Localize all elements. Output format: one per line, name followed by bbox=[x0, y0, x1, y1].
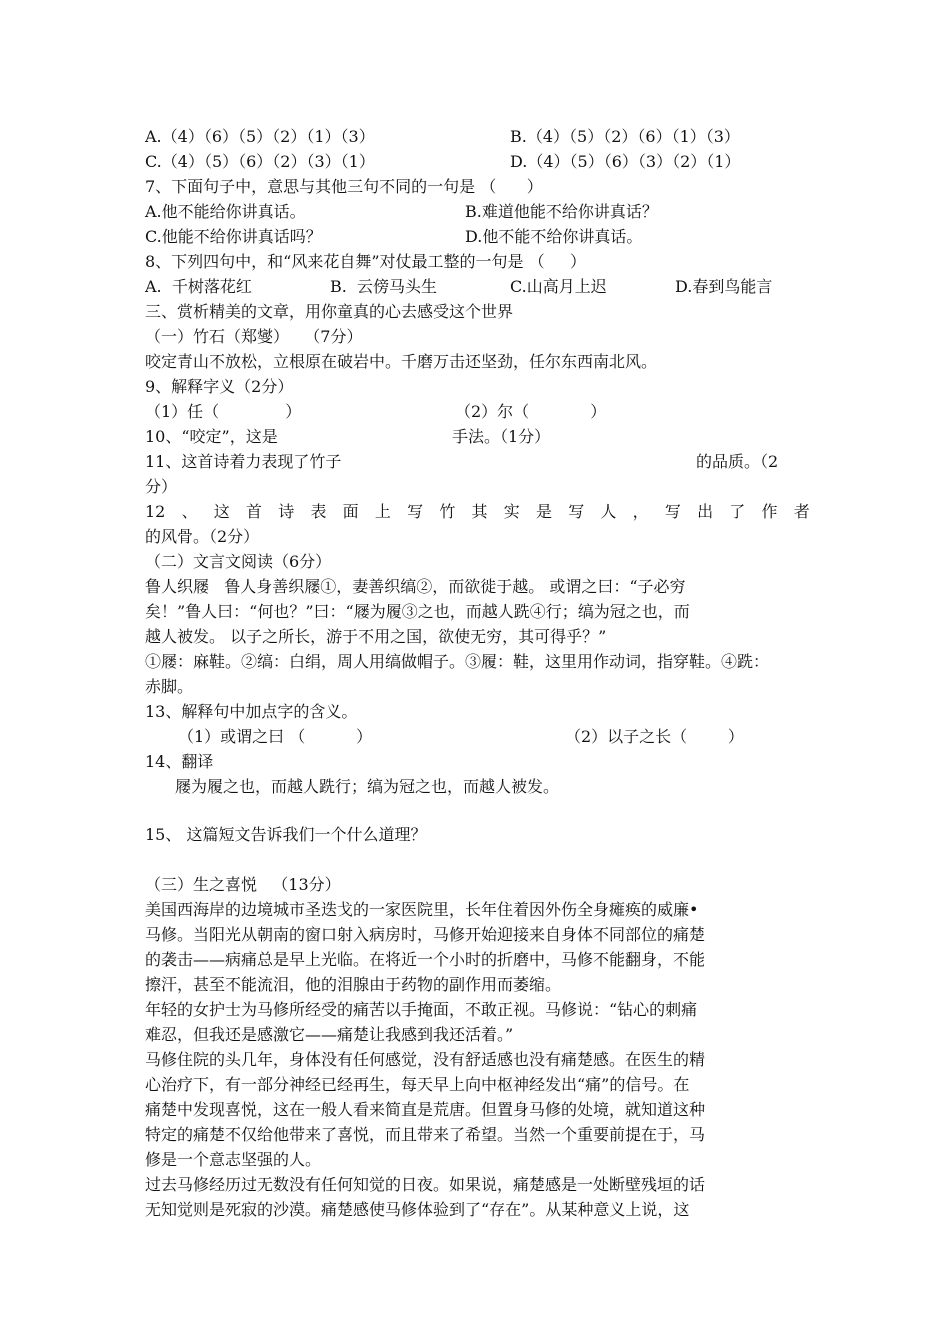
passage-line-3: 的袭击——病痛总是早上光临。在将近一个小时的折磨中，马修不能翻身，不能 bbox=[145, 950, 706, 969]
classical-text-line-1: 鲁人织屦 鲁人身善织屦①，妻善织缟②，而欲徙于越。 或谓之曰：“子必穷 bbox=[145, 577, 686, 596]
q12-char: 实 bbox=[503, 502, 520, 521]
q8-option-c: C.山高月上迟 bbox=[510, 277, 607, 296]
passage-line-8: 心治疗下，有一部分神经已经再生，每天早上向中枢神经发出“痛”的信号。在 bbox=[145, 1075, 690, 1094]
q8-option-d: D.春到鸟能言 bbox=[675, 277, 773, 296]
passage-line-2: 马修。当阳光从朝南的窗口射入病房时，马修开始迎接来自身体不同部位的痛楚 bbox=[145, 925, 706, 944]
q12-char: 面 bbox=[342, 502, 359, 521]
q12-char: 竹 bbox=[439, 502, 456, 521]
q12-char: 写 bbox=[407, 502, 424, 521]
q12-char: 写 bbox=[664, 502, 681, 521]
q9-item-1: （1）任（ ） bbox=[145, 402, 302, 421]
q11-part-a: 11、这首诗着力表现了竹子 bbox=[145, 452, 342, 471]
q8-option-b: B. 云傍马头生 bbox=[330, 277, 438, 296]
q12-char: 12 bbox=[145, 502, 166, 521]
q6-option-a: A.（4）（6）（5）（2）（1）（3） bbox=[145, 127, 375, 146]
q12-char: 诗 bbox=[278, 502, 295, 521]
passage-line-13: 无知觉则是死寂的沙漠。痛楚感使马修体验到了“存在”。从某种意义上说，这 bbox=[145, 1200, 690, 1219]
q12-char: 人 bbox=[600, 502, 617, 521]
q13-item-2: （2）以子之长（ ） bbox=[565, 727, 744, 746]
classical-text-line-2: 矣！”鲁人曰：“何也？”曰：“屦为履③之也，而越人跣④行；缟为冠之也，而 bbox=[145, 602, 690, 621]
part1-title: （一）竹石（郑燮） （7分） bbox=[145, 327, 363, 346]
q8-stem: 8、下列四句中，和“风来花自舞”对仗最工整的一句是 （ ） bbox=[145, 252, 587, 271]
q6-option-b: B.（4）（5）（2）（6）（1）（3） bbox=[510, 127, 740, 146]
q12-line-1 bbox=[145, 499, 810, 524]
q11-part-c: 分） bbox=[145, 477, 178, 496]
q12-char: 作 bbox=[761, 502, 778, 521]
q11-part-b: 的品质。（2 bbox=[696, 452, 779, 471]
q12-char: 上 bbox=[374, 502, 391, 521]
notes-line-2: 赤脚。 bbox=[145, 677, 194, 696]
q7-option-a: A.他不能给你讲真话。 bbox=[145, 202, 306, 221]
q12-char: 是 bbox=[535, 502, 552, 521]
q12-char: 首 bbox=[246, 502, 263, 521]
poem-text: 咬定青山不放松，立根原在破岩中。千磨万击还坚劲，任尔东西南北风。 bbox=[145, 352, 658, 371]
classical-text-line-3: 越人被发。 以子之所长，游于不用之国，欲使无穷，其可得乎？” bbox=[145, 627, 607, 646]
passage-line-12: 过去马修经历过无数没有任何知觉的日夜。如果说，痛楚感是一处断壁残垣的话 bbox=[145, 1175, 706, 1194]
q12-char: 、 bbox=[181, 502, 198, 521]
q12-char: 出 bbox=[697, 502, 714, 521]
q13-item-1: （1）或谓之曰 （ ） bbox=[178, 727, 373, 746]
passage-line-4: 擦汗，甚至不能流泪，他的泪腺由于药物的副作用而萎缩。 bbox=[145, 975, 562, 994]
q12-char: 者 bbox=[793, 502, 810, 521]
notes-line-1: ①屦：麻鞋。②缟：白绢，周人用缟做帽子。③履：鞋，这里用作动词，指穿鞋。④跣： bbox=[145, 652, 770, 671]
q14-text: 屦为履之也，而越人跣行；缟为冠之也，而越人被发。 bbox=[175, 777, 560, 796]
q7-stem: 7、下面句子中，意思与其他三句不同的一句是 （ ） bbox=[145, 177, 543, 196]
passage-line-9: 痛楚中发现喜悦，这在一般人看来简直是荒唐。但置身马修的处境，就知道这种 bbox=[145, 1100, 706, 1119]
q7-option-c: C.他能不给你讲真话吗？ bbox=[145, 227, 322, 246]
q9-item-2: （2）尔（ ） bbox=[455, 402, 607, 421]
part3-title: （三）生之喜悦 （13分） bbox=[145, 875, 341, 894]
q10-part-b: 手法。（1分） bbox=[452, 427, 551, 446]
passage-line-11: 修是一个意志坚强的人。 bbox=[145, 1150, 322, 1169]
q6-option-c: C.（4）（5）（6）（2）（3）（1） bbox=[145, 152, 375, 171]
q15-stem: 15、 这篇短文告诉我们一个什么道理？ bbox=[145, 825, 427, 844]
passage-line-1: 美国西海岸的边境城市圣迭戈的一家医院里，长年住着因外伤全身瘫痪的威廉• bbox=[145, 900, 699, 919]
q12-char: 这 bbox=[213, 502, 230, 521]
passage-line-7: 马修住院的头几年，身体没有任何感觉，没有舒适感也没有痛楚感。在医生的精 bbox=[145, 1050, 706, 1069]
passage-line-5: 年轻的女护士为马修所经受的痛苦以手掩面，不敢正视。马修说：“钻心的刺痛 bbox=[145, 1000, 698, 1019]
q7-option-b: B.难道他能不给你讲真话？ bbox=[465, 202, 658, 221]
q12-char: 了 bbox=[729, 502, 746, 521]
q12-char: 其 bbox=[471, 502, 488, 521]
passage-line-10: 特定的痛楚不仅给他带来了喜悦，而且带来了希望。当然一个重要前提在于，马 bbox=[145, 1125, 706, 1144]
q14-stem: 14、翻译 bbox=[145, 752, 214, 771]
q12-char: 写 bbox=[568, 502, 585, 521]
q12-char: 表 bbox=[310, 502, 327, 521]
q12-line-2: 的风骨。（2分） bbox=[145, 527, 260, 546]
passage-line-6: 难忍，但我还是感激它——痛楚让我感到我还活着。” bbox=[145, 1025, 514, 1044]
q10-part-a: 10、“咬定”，这是 bbox=[145, 427, 278, 446]
q7-option-d: D.他不能不给你讲真话。 bbox=[465, 227, 643, 246]
q8-option-a: A. 千树落花红 bbox=[145, 277, 252, 296]
q9-stem: 9、解释字义（2分） bbox=[145, 377, 294, 396]
part2-title: （二）文言文阅读（6分） bbox=[145, 552, 332, 571]
section3-title: 三、赏析精美的文章，用你童真的心去感受这个世界 bbox=[145, 302, 514, 321]
q6-option-d: D.（4）（5）（6）（3）（2）（1） bbox=[510, 152, 741, 171]
q13-stem: 13、解释句中加点字的含义。 bbox=[145, 702, 358, 721]
q12-char: ， bbox=[632, 502, 649, 521]
